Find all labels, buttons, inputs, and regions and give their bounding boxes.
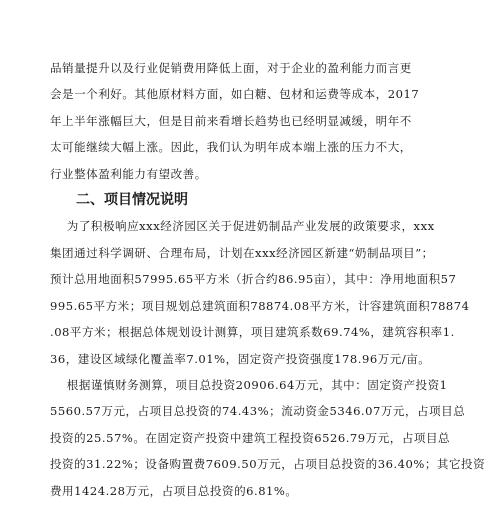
paragraph-3-line-2: 5560.57万元，占项目总投资的74.43%；流动资金5346.07万元，占项目总: [50, 404, 466, 419]
paragraph-1-line-2: 会是一个利好。其他原材料方面，如白糖、包材和运费等成本，2017: [50, 87, 420, 102]
paragraph-3-line-4: 投资的31.22%；设备购置费7609.50万元，占项目总投资的36.40%；其它投资: [50, 457, 486, 472]
paragraph-2-line-6: 36，建设区域绿化覆盖率7.01%，固定资产投资强度178.96万元/亩。: [50, 351, 431, 366]
paragraph-2-line-1: 为了积极响应xxx经济园区关于促进奶制品产业发展的政策要求，xxx: [50, 219, 435, 234]
paragraph-3-line-1: 根据谨慎财务测算，项目总投资20906.64万元，其中：固定资产投资1: [50, 377, 448, 392]
paragraph-2-line-3: 预计总用地面积57995.65平方米（折合约86.95亩），其中：净用地面积57: [50, 272, 457, 287]
paragraph-3-line-3: 投资的25.57%。在固定资产投资中建筑工程投资6526.79万元，占项目总: [50, 430, 451, 445]
paragraph-1-line-1: 品销量提升以及行业促销费用降低上面，对于企业的盈利能力而言更: [50, 61, 412, 75]
paragraph-1-line-4: 太可能继续大幅上涨。因此，我们认为明年成本端上涨的压力不大，: [50, 140, 412, 155]
paragraph-2-line-4: 995.65平方米；项目规划总建筑面积78874.08平方米，计容建筑面积78874: [50, 298, 470, 313]
paragraph-1-line-3: 年上半年涨幅巨大，但是目前来看增长趋势也已经明显减缓，明年不: [50, 113, 412, 128]
paragraph-2-line-5: .08平方米；根据总体规划设计测算，项目建筑系数69.74%，建筑容积率1.: [50, 325, 455, 340]
paragraph-2-line-2: 集团通过科学调研、合理布局，计划在xxx经济园区新建“奶制品项目”；: [50, 245, 434, 260]
section-heading: 二、项目情况说明: [76, 192, 188, 209]
paragraph-3-line-5: 费用1424.28万元，占项目总投资的6.81%。: [50, 483, 298, 498]
paragraph-1-line-5: 行业整体盈利能力有望改善。: [50, 166, 207, 181]
